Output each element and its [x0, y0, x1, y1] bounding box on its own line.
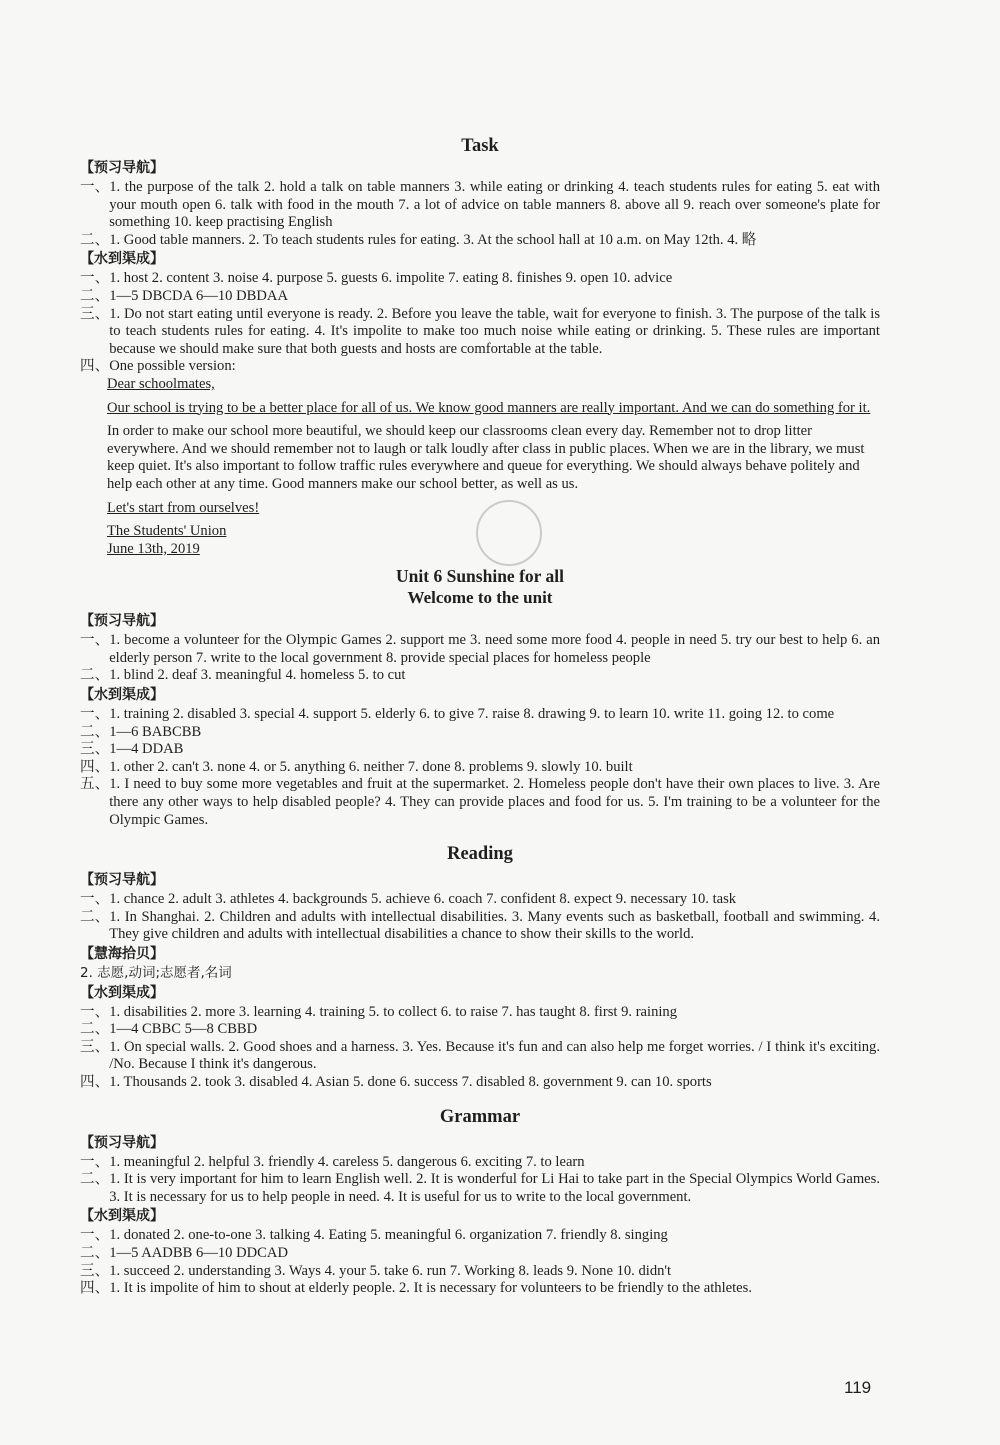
answer-item: 二、 1—5 DBCDA 6—10 DBDAA — [80, 287, 288, 304]
answer-item: 四、 1. Thousands 2. took 3. disabled 4. Asian 5. done 6. success 7. disabled 8. government 9. can 10. sports — [80, 1073, 712, 1090]
answer-item: 四、 One possible version: — [80, 358, 236, 375]
section-header: 【预习导航】 — [80, 1134, 164, 1151]
sample-essay — [107, 376, 880, 558]
essay-paragraph: Our school is trying to be a better place for all of us. We know good manners are really important. And we can do something for it. — [107, 399, 871, 416]
section-header: 【水到渠成】 — [80, 984, 164, 1001]
essay-signature: The Students' Union — [107, 523, 227, 540]
answer-item: 三、 1—4 DDAB — [80, 741, 184, 758]
answer-item: 三、 1. succeed 2. understanding 3. Ways 4. your 5. take 6. run 7. Working 8. leads 9. None 10. didn't — [80, 1262, 672, 1279]
answer-item: 一、 1. chance 2. adult 3. athletes 4. backgrounds 5. achieve 6. coach 7. confident 8. expect 9. necessary 10. task — [80, 891, 737, 908]
answer-item: 二、 1. Good table manners. 2. To teach students rules for eating. 3. At the school hall at 10 a.m. on May 12th. 4. 略 — [80, 231, 757, 248]
section-title-grammar: Grammar — [439, 1106, 521, 1127]
answer-item: 一、 1. training 2. disabled 3. special 4. support 5. elderly 6. to give 7. raise 8. drawing 9. to learn 10. write 11. going 12. to come — [80, 706, 835, 723]
answer-item: 一、 1. disabilities 2. more 3. learning 4. training 5. to collect 6. to raise 7. has taught 8. first 9. raining — [80, 1003, 678, 1020]
section-header: 【水到渠成】 — [80, 251, 164, 268]
answer-note: 2. 志愿,动词;志愿者,名词 — [80, 965, 232, 981]
answer-item: 一、 1. meaningful 2. helpful 3. friendly 4. careless 5. dangerous 6. exciting 7. to learn — [80, 1153, 585, 1170]
section-header: 【预习导航】 — [80, 160, 164, 176]
answer-item: 一、 1. the purpose of the talk 2. hold a talk on table manners 3. while eating or drinking 4. teach students rules for eating 5. eat with your mouth open 6. talk with food in the mouth 7. a lot of advice on table manners 8. above all 9. reach over someone's plate for something 10. keep practising English — [80, 179, 880, 231]
essay-paragraph: In order to make our school more beautiful, we should keep our classrooms clean every day. Remember not to drop litter everywhere. And we should remember not to laugh or talk loudly after class in public places. When we are in the library, we must keep quiet. It's also important to follow traffic rules everywhere and queue for everything. We should always behave politely and help each other at any time. Good manners make our school better, as well as us. — [107, 423, 865, 492]
page-number: 119 — [844, 1378, 872, 1397]
unit-title: Unit 6 Sunshine for all — [396, 566, 564, 587]
section-title-reading: Reading — [447, 844, 513, 865]
section-header: 【慧海拾贝】 — [80, 946, 164, 962]
section-header: 【预习导航】 — [80, 872, 164, 889]
answer-item: 四、 1. other 2. can't 3. none 4. or 5. anything 6. neither 7. done 8. problems 9. slowly 10. built — [80, 758, 633, 775]
essay-greeting: Dear schoolmates, — [107, 375, 215, 392]
answer-item: 二、 1. In Shanghai. 2. Children and adults with intellectual disabilities. 3. Many events such as basketball, football and swimming. 4. They give children and adults with intellectual disabilities a chance to show their skills to the world. — [80, 908, 880, 943]
answer-item: 二、 1—5 AADBB 6—10 DDCAD — [80, 1244, 288, 1261]
answer-item: 三、 1. Do not start eating until everyone is ready. 2. Before you leave the table, wait for everyone to finish. 3. The purpose of the talk is to teach students rules for eating. 4. It's impolite to make too much noise while eating or drinking. 5. These rules are important because we should make sure that both guests and hosts are comfortable at the table. — [80, 305, 880, 357]
answer-item: 五、 1. I need to buy some more vegetables and fruit at the supermarket. 2. Homeless people don't have their own places to live. 3. Are there any other ways to help disabled people? 4. They can provide places and food for us. 5. I'm training to be a volunteer for the Olympic Games. — [80, 776, 880, 828]
answer-item: 一、 1. donated 2. one-to-one 3. talking 4. Eating 5. meaningful 6. organization 7. friendly 8. singing — [80, 1227, 668, 1244]
essay-paragraph: Let's start from ourselves! — [107, 499, 260, 516]
section-header: 【水到渠成】 — [80, 687, 164, 704]
answer-item: 一、 1. host 2. content 3. noise 4. purpose 5. guests 6. impolite 7. eating 8. finishes 9. open 10. advice — [80, 270, 673, 287]
answer-item: 四、 1. It is impolite of him to shout at elderly people. 2. It is necessary for volunteers to be friendly to the athletes. — [80, 1280, 752, 1297]
section-title-task: Task — [461, 136, 499, 156]
answer-item: 三、 1. On special walls. 2. Good shoes and a harness. 3. Yes. Because it's fun and can also help me forget worries. / I think it's exciting. /No. Because I think it's dangerous. — [80, 1038, 880, 1073]
section-header: 【预习导航】 — [80, 613, 164, 630]
essay-date: June 13th, 2019 — [107, 540, 200, 557]
section-header: 【水到渠成】 — [80, 1208, 164, 1225]
answer-item: 二、 1—4 CBBC 5—8 CBBD — [80, 1021, 258, 1038]
section-title-welcome: Welcome to the unit — [407, 588, 553, 608]
answer-item: 一、 1. become a volunteer for the Olympic Games 2. support me 3. need some more food 4. people in need 5. try our best to help 6. an elderly person 7. write to the local government 8. provide special places for homeless people — [80, 632, 880, 666]
content — [80, 135, 880, 1298]
answer-item: 二、 1. blind 2. deaf 3. meaningful 4. homeless 5. to cut — [80, 667, 406, 684]
answer-item: 二、 1—6 BABCBB — [80, 723, 202, 740]
answer-item: 二、 1. It is very important for him to learn English well. 2. It is wonderful for Li Hai to take part in the Special Olympics World Games. 3. It is necessary for us to help people in need. 4. It is useful for us to write to the local government. — [80, 1171, 880, 1205]
